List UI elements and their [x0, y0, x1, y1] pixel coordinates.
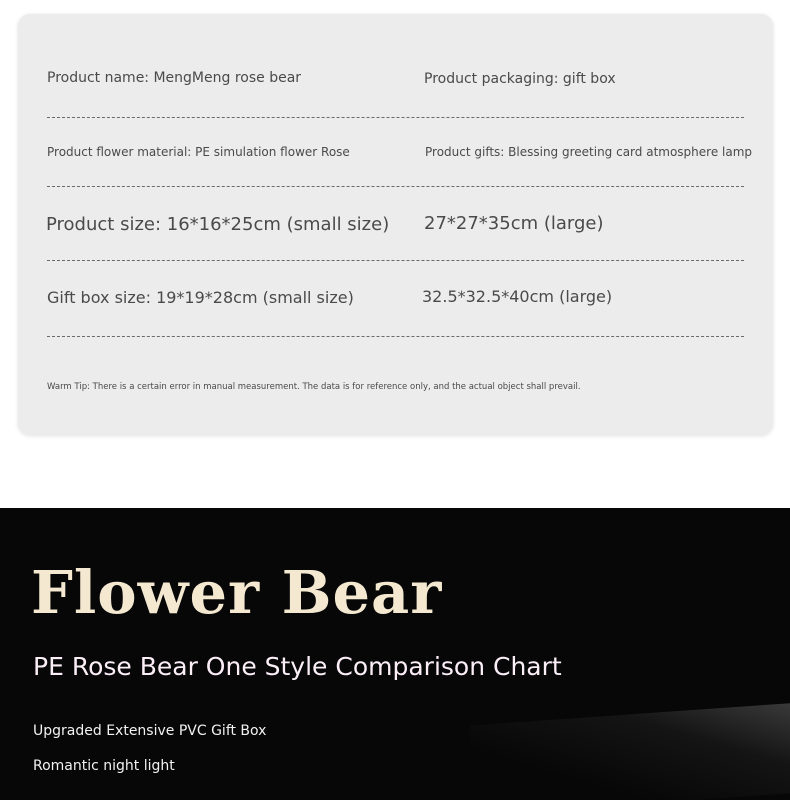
row-divider: [47, 336, 744, 337]
row-divider: [47, 186, 744, 187]
row-divider: [47, 260, 744, 261]
warm-tip-text: Warm Tip: There is a certain error in manual measurement. The data is for reference only, and the actual object shall prevail.: [47, 382, 581, 392]
flower-material-text: Product flower material: PE simulation flower Rose: [47, 145, 350, 159]
gift-box-size-small-text: Gift box size: 19*19*28cm (small size): [47, 288, 354, 307]
product-name-text: Product name: MengMeng rose bear: [47, 70, 302, 86]
banner-subtitle: PE Rose Bear One Style Comparison Chart: [33, 652, 562, 681]
product-packaging-text: Product packaging: gift box: [424, 71, 616, 87]
product-spec-card: [18, 14, 773, 435]
product-gifts-text: Product gifts: Blessing greeting card atmosphere lamp: [425, 145, 753, 159]
flower-bear-banner: [0, 508, 790, 800]
feature-gift-box-text: Upgraded Extensive PVC Gift Box: [33, 723, 267, 739]
product-size-small-text: Product size: 16*16*25cm (small size): [46, 214, 390, 235]
banner-title: Flower Bear: [31, 558, 443, 627]
row-divider: [47, 117, 744, 118]
feature-night-light-text: Romantic night light: [33, 758, 175, 774]
gift-box-size-large-text: 32.5*32.5*40cm (large): [422, 287, 613, 306]
light-glow-decoration: [470, 700, 790, 800]
product-size-large-text: 27*27*35cm (large): [424, 213, 604, 234]
